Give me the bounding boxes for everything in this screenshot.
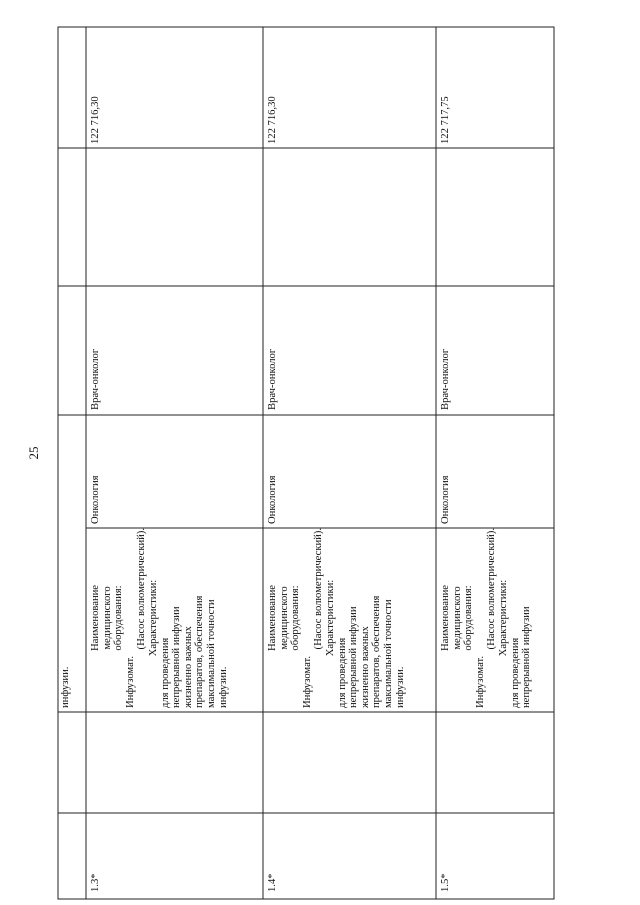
description-line: Наименование (267, 585, 278, 651)
price-cell: 122 717,75 (440, 96, 451, 144)
description-line: (Насос волюметрический). (313, 528, 325, 650)
description-line: оборудования: (463, 585, 475, 651)
description-line: Инфузомат. (474, 656, 486, 708)
profile-cell: Онкология (267, 475, 278, 524)
item-description (90, 528, 229, 708)
carry-over-text: инфузии. (60, 666, 71, 708)
description-line: непрерывной инфузии (348, 606, 360, 708)
price-cell: 122 716,30 (267, 96, 278, 144)
description-line: Инфузомат. (301, 656, 313, 708)
description-line: жизненно важных (182, 626, 194, 708)
description-line: Характеристики: (324, 579, 336, 657)
price-cell: 122 716,30 (90, 96, 101, 144)
description-line: Инфузомат. (124, 656, 136, 708)
description-line: (Насос волюметрический). (136, 528, 148, 650)
description-line: для проведения (509, 637, 521, 708)
row-number: 1.5* (440, 873, 451, 892)
row-number: 1.4* (267, 873, 278, 892)
description-line: жизненно важных (359, 626, 371, 708)
description-line: медицинского (451, 586, 463, 650)
description-line: медицинского (101, 586, 113, 650)
specialist-cell: Врач-онколог (90, 348, 101, 410)
description-line: препаратов, обеспечения (371, 595, 383, 708)
specialist-cell: Врач-онколог (440, 348, 451, 410)
description-line: непрерывной инфузии (521, 606, 533, 708)
profile-cell: Онкология (90, 475, 101, 524)
description-line: для проведения (336, 637, 348, 708)
row-number: 1.3* (90, 873, 101, 892)
description-line: инфузии. (217, 666, 229, 708)
description-line: непрерывной инфузии (171, 606, 183, 708)
description-line: Наименование (90, 585, 101, 651)
profile-cell: Онкология (440, 475, 451, 524)
specialist-cell: Врач-онколог (267, 348, 278, 410)
description-line: Характеристики: (147, 579, 159, 657)
item-description (267, 528, 406, 708)
description-line: максимальной точности (205, 599, 217, 708)
page-number: 25 (26, 446, 41, 460)
description-line: оборудования: (113, 585, 125, 651)
description-line: оборудования: (290, 585, 302, 651)
item-description (440, 528, 533, 708)
description-line: для проведения (159, 637, 171, 708)
description-line: Наименование (440, 585, 451, 651)
description-line: медицинского (278, 586, 290, 650)
description-line: препаратов, обеспечения (194, 595, 206, 708)
description-line: инфузии. (394, 666, 406, 708)
description-line: Характеристики: (497, 579, 509, 657)
description-line: максимальной точности (382, 599, 394, 708)
description-line: (Насос волюметрический). (486, 528, 498, 650)
